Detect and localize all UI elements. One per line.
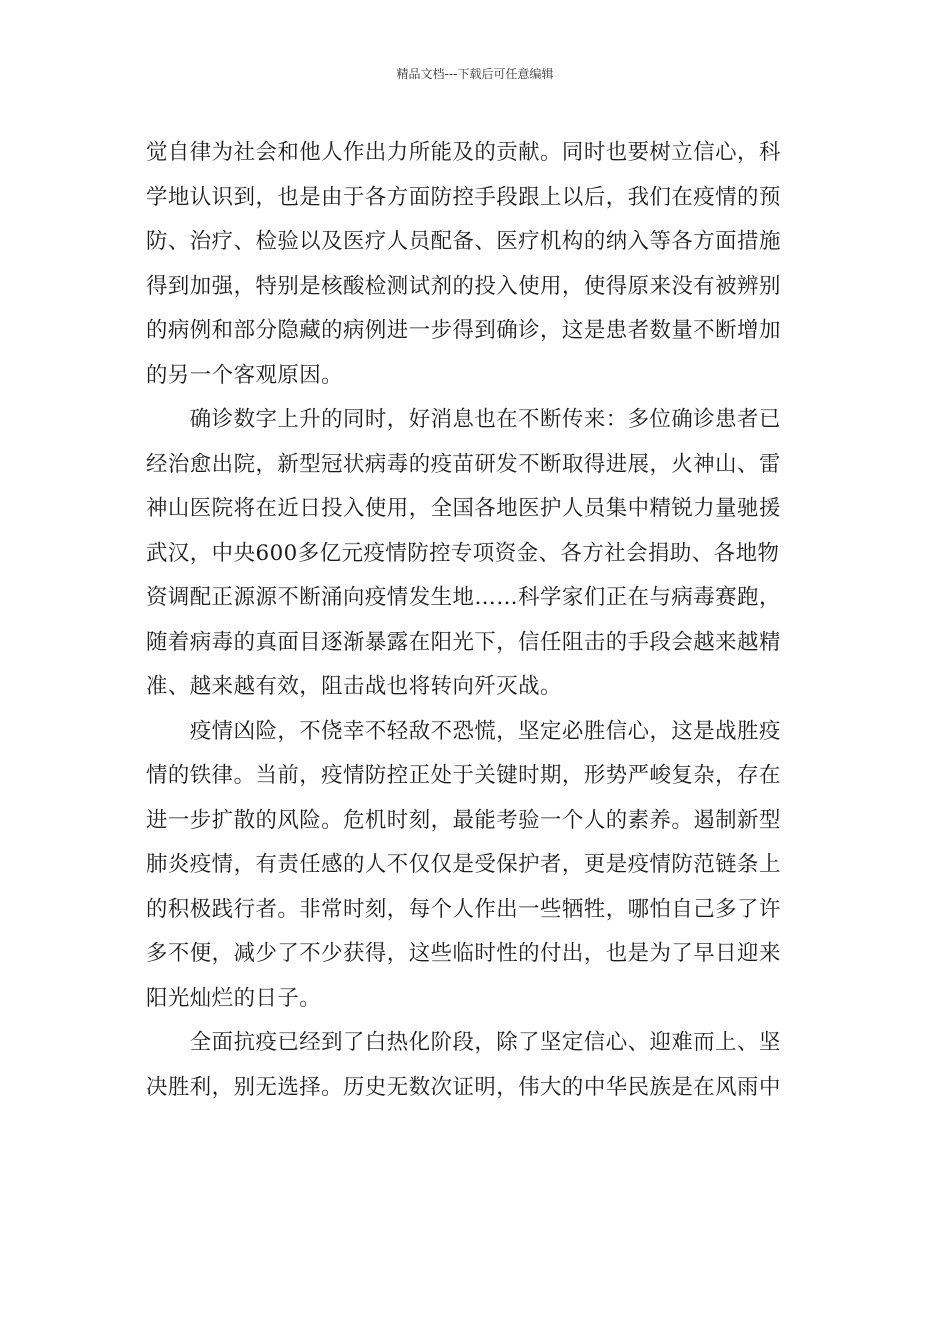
text-line: 的积极践行者。非常时刻，每个人作出一些牺牲，哪怕自己多了许 <box>146 896 781 922</box>
paragraph-2 <box>146 398 810 710</box>
page-header: 精品文档---下载后可任意编辑 <box>396 67 554 81</box>
text-line: 经治愈出院，新型冠状病毒的疫苗研发不断取得进展，火神山、雷 <box>146 451 781 477</box>
text-line: 全面抗疫已经到了白热化阶段，除了坚定信心、迎难而上、坚 <box>146 1030 781 1055</box>
text-line: 准、越来越有效，阻击战也将转向歼灭战。 <box>146 674 562 699</box>
paragraph-4 <box>146 1021 810 1110</box>
text-line: 疫情凶险，不侥幸不轻敌不恐慌，坚定必胜信心，这是战胜疫 <box>146 718 781 744</box>
text-line: 资调配正源源不断涌向疫情发生地……科学家们正在与病毒赛跑， <box>146 585 781 610</box>
document-body <box>146 131 810 1110</box>
text-line: 学地认识到，也是由于各方面防控手段跟上以后，我们在疫情的预 <box>146 184 781 210</box>
paragraph-3 <box>146 710 810 1022</box>
text-line: 武汉，中央600多亿元疫情防控专项资金、各方社会捐助、各地物 <box>146 540 780 566</box>
text-line: 决胜利，别无选择。历史无数次证明，伟大的中华民族是在风雨中 <box>146 1074 781 1100</box>
text-line: 多不便，减少了不少获得，这些临时性的付出，也是为了早日迎来 <box>146 941 781 966</box>
text-line: 神山医院将在近日投入使用，全国各地医护人员集中精锐力量驰援 <box>146 496 781 521</box>
text-line: 肺炎疫情，有责任感的人不仅仅是受保护者，更是疫情防范链条上 <box>146 852 781 877</box>
text-line: 随着病毒的真面目逐渐暴露在阳光下，信任阻击的手段会越来越精 <box>146 629 781 655</box>
text-line: 得到加强，特别是核酸检测试剂的投入使用，使得原来没有被辨别 <box>146 273 781 299</box>
text-line: 防、治疗、检验以及医疗人员配备、医疗机构的纳入等各方面措施 <box>146 229 781 254</box>
text-line: 阳光灿烂的日子。 <box>146 985 322 1011</box>
text-line: 确诊数字上升的同时，好消息也在不断传来：多位确诊患者已 <box>146 407 781 432</box>
paragraph-1 <box>146 131 810 398</box>
text-line: 的病例和部分隐藏的病例进一步得到确诊，这是患者数量不断增加 <box>146 318 781 343</box>
text-line: 情的铁律。当前，疫情防控正处于关键时期，形势严峻复杂，存在 <box>146 763 781 788</box>
text-line: 进一步扩散的风险。危机时刻，最能考验一个人的素养。遏制新型 <box>146 807 781 833</box>
text-line: 觉自律为社会和他人作出力所能及的贡献。同时也要树立信心，科 <box>146 140 781 165</box>
text-line: 的另一个客观原因。 <box>146 362 344 388</box>
